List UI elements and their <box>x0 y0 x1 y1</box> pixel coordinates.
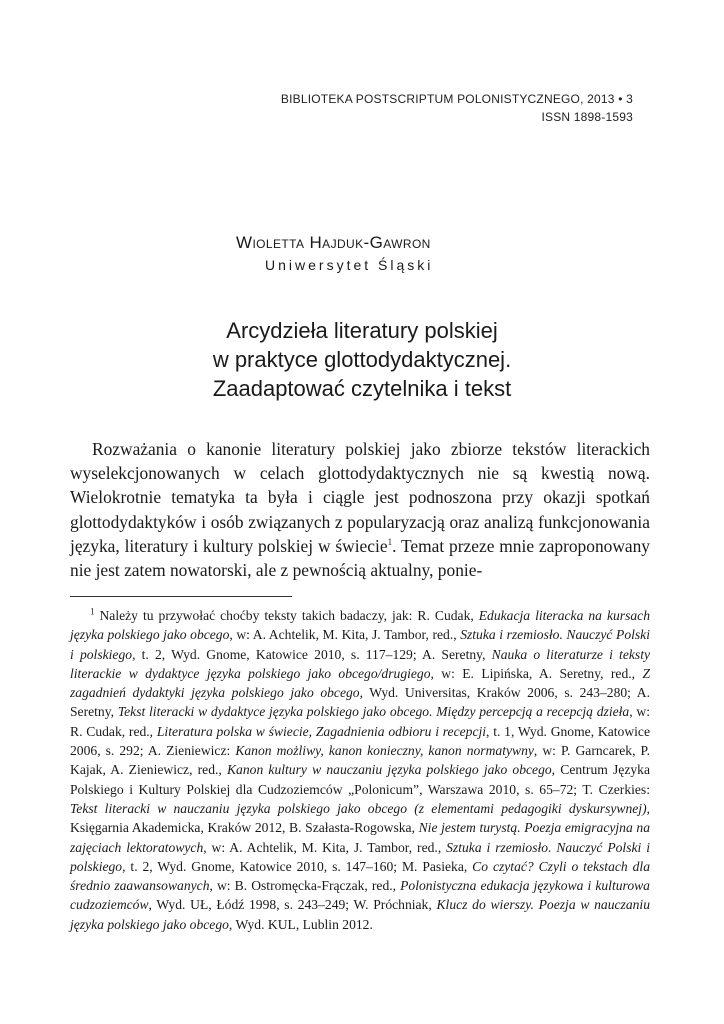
footnote-ref[interactable]: 1 <box>387 537 393 548</box>
footnote-title: Edukacja literacka na kursach języka polskiego jako obcego <box>70 608 650 643</box>
footnote-text: , w: E. Lipińska, A. Seretny, red., <box>430 665 643 681</box>
footnote-title: Polonistyczna edukacja językowa i kulturowa cudzoziemców <box>70 878 650 913</box>
footnote-text: , Księgarnia Akademicka, Kraków 2012, B. Szałasta-Rogowska, <box>70 800 650 836</box>
footnote-title: Kanon możliwy, kanon konieczny, kanon normatywny <box>235 743 534 759</box>
footnote-divider <box>70 596 292 597</box>
footnote-text: , Centrum Języka Polskiego i Kultury Polskiej dla Cudzoziemców „Polonicum”, Warszawa 2010, s. 65–72; T. Czerkies: <box>70 762 650 797</box>
footnote-paragraph <box>70 606 650 934</box>
footnote-text: , w: B. Ostromęcka-Frączak, red., <box>209 878 401 894</box>
footnote-title: Kanon kultury w nauczaniu języka polskiego jako obcego <box>226 762 552 778</box>
footnote-text: , Wyd. UŁ, Łódź 1998, s. 243–249; W. Próchniak, <box>148 897 437 913</box>
footnote-text: , w: R. Cudak, red., <box>70 704 650 739</box>
footnote-title: Literatura polska w świecie, Zagadnienia odbioru i recepcji <box>156 723 487 739</box>
footnote-title: Sztuka i rzemiosło. Nauczyć Polski i polskiego <box>70 627 650 662</box>
footnote-text: , w: P. Garncarek, P. Kajak, A. Zieniewicz, red., <box>70 743 650 778</box>
journal-issn: ISSN 1898-1593 <box>541 110 633 124</box>
footnote-text: , t. 1, Wyd. Gnome, Katowice 2006, s. 292; A. Zieniewicz: <box>70 723 650 759</box>
author-affiliation: Uniwersytet Śląski <box>265 257 434 273</box>
footnote-text: , t. 2, Wyd. Gnome, Katowice 2010, s. 147–160; M. Pasieka, <box>122 858 473 874</box>
body-text-1: Rozważania o kanonie literatury polskiej jako zbiorze tekstów literackich wyselekcjonowanych w celach glottodydaktycznych nie są kwestią nową. Wielokrotnie tematyka ta była i ciągle jest podnoszona przy okazji spotkań glottodydaktyków i osób związanych z popularyzacją oraz analizą funkcjonowania języka, literatury i kultury polskiej w świecie <box>70 439 650 556</box>
footnote-text: , w: A. Achtelik, M. Kita, J. Tambor, red., <box>203 839 447 855</box>
body-text <box>70 437 650 582</box>
journal-header <box>281 90 633 126</box>
title-line-3: Zaadaptować czytelnika i tekst <box>212 376 512 401</box>
author-name: Wioletta Hajduk-Gawron <box>236 233 431 252</box>
author-block <box>0 232 724 276</box>
footnote-title: Nie jestem turystą. Poezja emigracyjna na zajęciach lektoratowych <box>70 820 650 855</box>
footnote-title: Tekst literacki w dydaktyce języka polskiego jako obcego. Między percepcją a recepcją dzieła <box>117 704 630 720</box>
title-line-2: w praktyce glottodydaktycznej. <box>212 347 512 372</box>
footnote-text: , w: A. Achtelik, M. Kita, J. Tambor, red., <box>229 627 461 643</box>
footnote <box>70 606 650 934</box>
footnote-title: Z zagadnień dydaktyki języka polskiego jako obcego <box>70 665 650 701</box>
footnote-title: Sztuka i rzemiosło. Nauczyć Polski i polskiego <box>70 839 650 874</box>
footnote-title: Co czytać? Czyli o tekstach dla średnio zaawansowanych <box>70 858 650 894</box>
footnote-text: , t. 2, Wyd. Gnome, Katowice 2010, s. 117–129; A. Seretny, <box>132 646 492 662</box>
body-text-2: . Temat przeze mnie zaproponowany nie jest zatem nowatorski, ale z pewnością aktualny, ponie- <box>70 535 651 581</box>
footnote-mark: 1 <box>90 606 95 617</box>
body-paragraph <box>70 437 650 582</box>
footnote-title: Tekst literacki w nauczaniu języka polskiego jako obcego (z elementami pedagogiki dyskursywnej) <box>70 800 647 816</box>
footnote-text: Należy tu przywołać choćby teksty takich badaczy, jak: R. Cudak, <box>94 608 479 623</box>
footnote-title: Klucz do wierszy. Poezja w nauczaniu języka polskiego jako obcego, <box>70 897 651 932</box>
footnote-title: Nauka o literaturze i teksty literackie w dydaktyce języka polskiego jako obcego/drugiego <box>70 646 651 681</box>
article-title <box>0 316 724 403</box>
footnote-text: , Wyd. Universitas, Kraków 2006, s. 243–280; A. Seretny, <box>70 685 650 720</box>
journal-series: BIBLIOTEKA POSTSCRIPTUM POLONISTYCZNEGO, 2013 • 3 <box>280 92 633 106</box>
footnote-text: Wyd. KUL, Lublin 2012. <box>232 916 373 932</box>
title-line-1: Arcydzieła literatury polskiej <box>226 318 498 343</box>
